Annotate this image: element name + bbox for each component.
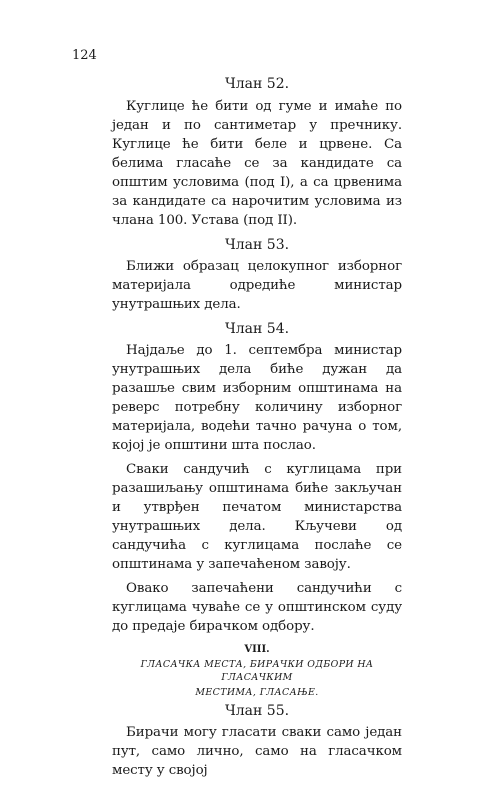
chapter-title-line-2: МЕСТИМА, ГЛАСАЊЕ.	[195, 687, 319, 698]
page-number: 124	[72, 48, 97, 63]
article-53-paragraph: Ближи образац целокупног изборног материјала одредиће министар унутрашњих дела.	[112, 259, 402, 312]
chapter-number: VIII.	[244, 644, 270, 655]
article-heading-52: Члан 52.	[224, 76, 290, 92]
article-52-paragraph: Куглице ће бити од гуме и имаће по један и по сантиметар у пречнику. Куглице ће бити беле и црвене. Са белима гласаће се за кандидате са општим условима (под I), а са црвенима за кандидате са нарочитим условима из члана 100. Устава (под II).	[112, 99, 402, 228]
article-heading-55: Члан 55.	[224, 703, 290, 719]
article-54-paragraph-2: Сваки сандучић с куглицама при разашиљању општинама биће закључан и утврђен печатом министарства унутрашњих дела. Кључеви од сандучића с куглицама послаће се општинама у запечаћеном завоју.	[112, 462, 402, 572]
chapter-title-line-1: ГЛАСАЧКА МЕСТА, БИРАЧКИ ОДБОРИ НА ГЛАСАЧКИМ	[140, 659, 374, 683]
article-heading-53: Члан 53.	[224, 237, 290, 253]
article-55-paragraph: Бирачи могу гласати сваки само један пут, само лично, само на гласачком месту у својој	[112, 725, 402, 778]
article-54-paragraph-1: Најдаље до 1. септембра министар унутрашњих дела биће дужан да разашље свим изборним општинама на реверс потребну количину изборног материјала, водећи тачно рачуна о том, којој је општини шта послао.	[112, 343, 402, 453]
article-heading-54: Члан 54.	[224, 321, 290, 337]
article-54-paragraph-3: Овако запечаћени сандучићи с куглицама чуваће се у општинском суду до предаје бирачком одбору.	[112, 581, 402, 634]
page-content	[112, 74, 402, 785]
